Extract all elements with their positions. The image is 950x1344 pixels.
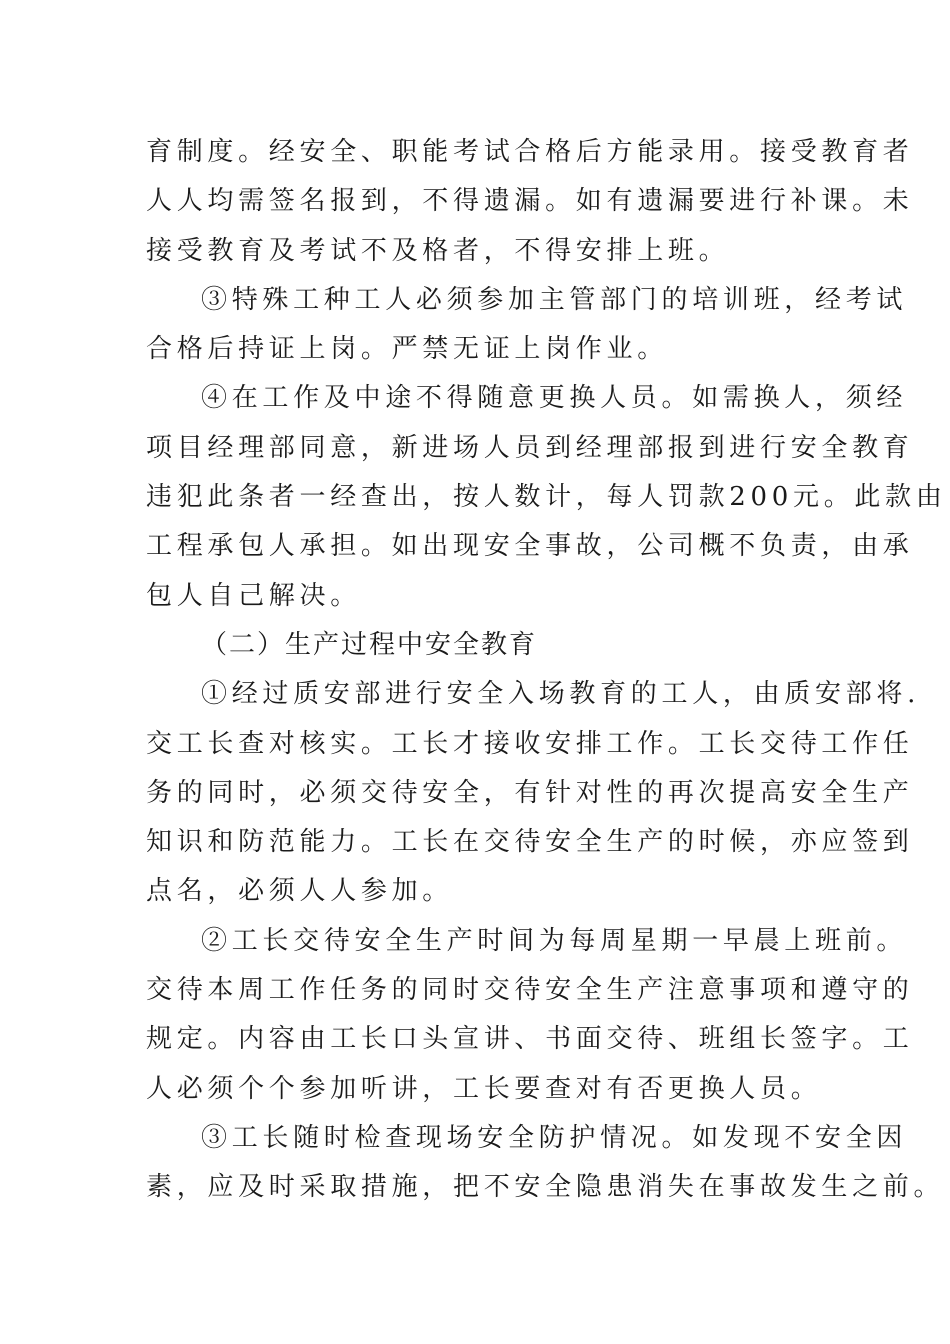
text-line: 务的同时，必须交待安全，有针对性的再次提高安全生产: [146, 777, 914, 808]
text-line: 项目经理部同意，新进场人员到经理部报到进行安全教育: [146, 432, 914, 463]
paragraph-entry-education-handover: [146, 670, 921, 916]
text-line: 交待本周工作任务的同时交待安全生产注意事项和遵守的: [146, 975, 914, 1006]
paragraph-continued-education-system: [146, 128, 914, 276]
text-line: 工程承包人承担。如出现安全事故，公司概不负责，由承: [146, 531, 914, 562]
text-line: 人人均需签名报到，不得遗漏。如有遗漏要进行补课。未: [146, 186, 914, 217]
text-line: 违犯此条者一经查出，按人数计，每人罚款200元。此款由: [146, 482, 947, 513]
text-line: ③工长随时检查现场安全防护情况。如发现不安全因: [201, 1122, 908, 1153]
text-line: ②工长交待安全生产时间为每周星期一早晨上班前。: [201, 925, 908, 956]
paragraph-weekly-safety-briefing: [146, 917, 914, 1114]
text-line: 规定。内容由工长口头宣讲、书面交待、班组长签字。工: [146, 1024, 914, 1055]
text-line: 育制度。经安全、职能考试合格后方能录用。接受教育者: [146, 137, 914, 167]
heading-line: （二）生产过程中安全教育: [201, 629, 538, 660]
text-line: 知识和防范能力。工长在交待安全生产的时候，亦应签到: [146, 827, 914, 858]
text-line: ④在工作及中途不得随意更换人员。如需换人，须经: [201, 383, 908, 414]
text-line: 接受教育及考试不及格者，不得安排上班。: [146, 235, 730, 266]
text-line: 包人自己解决。: [146, 580, 361, 611]
text-line: ①经过质安部进行安全入场教育的工人，由质安部将.: [201, 679, 921, 710]
paragraph-site-inspection: [146, 1114, 945, 1213]
text-line: 交工长查对核实。工长才接收安排工作。工长交待工作任: [146, 728, 914, 759]
text-line: 人必须个个参加听讲，工长要查对有否更换人员。: [146, 1073, 822, 1104]
text-line: 点名，必须人人参加。: [146, 876, 454, 907]
paragraph-special-workers: [146, 276, 908, 375]
section-heading-production-safety-education: [146, 621, 808, 670]
text-line: ③特殊工种工人必须参加主管部门的培训班，经考试: [201, 284, 908, 315]
document-body: [146, 128, 947, 1213]
text-line: 合格后持证上岗。严禁无证上岗作业。: [146, 334, 668, 365]
paragraph-no-personnel-change: [146, 374, 947, 620]
text-line: 素，应及时采取措施，把不安全隐患消失在事故发生之前。: [146, 1172, 945, 1203]
